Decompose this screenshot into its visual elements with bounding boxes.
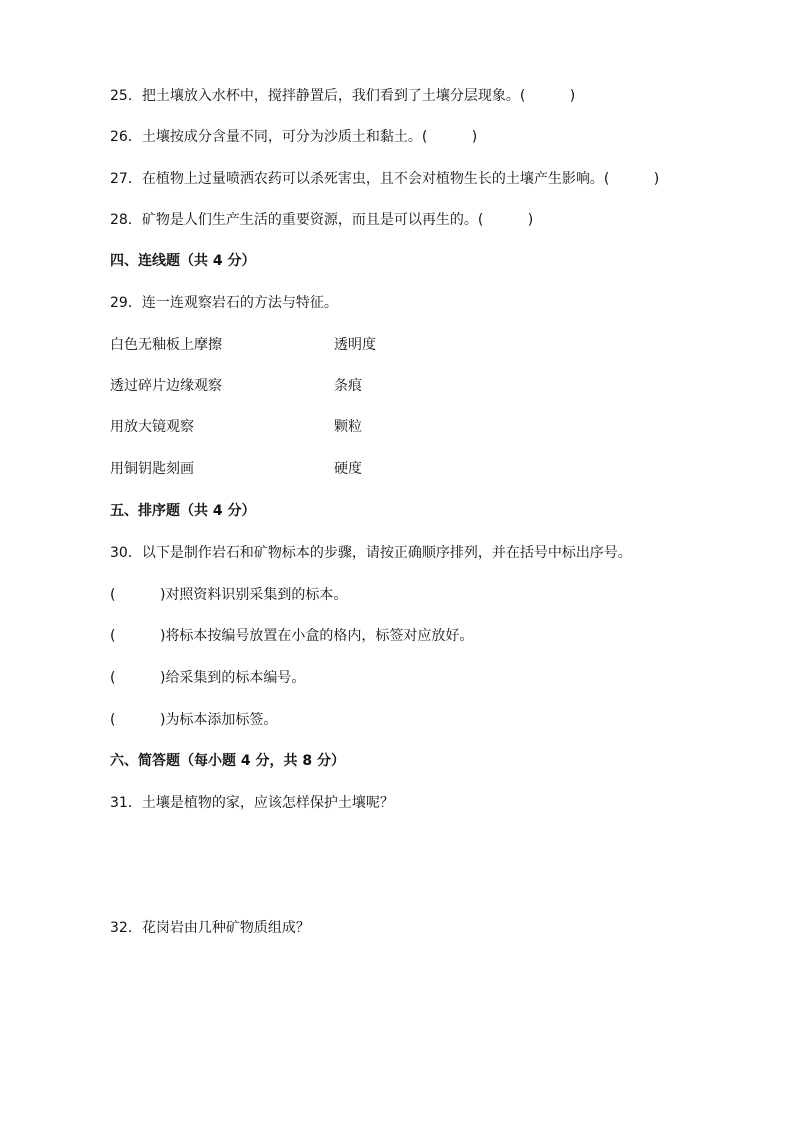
step-paren-1[interactable]: ( ): [110, 587, 166, 603]
answer-paren-28[interactable]: ( ): [477, 212, 534, 228]
section-6-heading: 六、简答题（每小题 4 分，共 8 分）: [110, 753, 345, 769]
step-item-3: [110, 669, 305, 687]
feature-item-2[interactable]: 条痕: [334, 378, 362, 394]
question-32: 32．花岗岩由几种矿物质组成？: [110, 920, 310, 936]
step-item-4: [110, 711, 277, 729]
question-30: 30．以下是制作岩石和矿物标本的步骤，请按正确顺序排列，并在括号中标出序号。: [110, 545, 632, 561]
method-item-3[interactable]: 用放大镜观察: [110, 419, 194, 435]
question-28: [110, 211, 533, 229]
step-item-1: [110, 586, 347, 604]
question-25: [110, 87, 575, 105]
question-27: [110, 170, 659, 188]
section-5-heading: 五、排序题（共 4 分）: [110, 503, 256, 519]
method-item-1[interactable]: 白色无釉板上摩擦: [110, 337, 222, 353]
question-26-text: 26．土壤按成分含量不同，可分为沙质土和黏土。: [110, 129, 422, 145]
answer-paren-27[interactable]: ( ): [603, 171, 660, 187]
question-25-text: 25．把土壤放入水杯中，搅拌静置后，我们看到了土壤分层现象。: [110, 88, 520, 104]
method-item-2[interactable]: 透过碎片边缘观察: [110, 378, 222, 394]
question-31: 31．土壤是植物的家，应该怎样保护土壤呢？: [110, 795, 394, 811]
feature-item-3[interactable]: 颗粒: [334, 419, 362, 435]
step-text-2: 将标本按编号放置在小盒的格内，标签对应放好。: [165, 628, 474, 644]
step-paren-2[interactable]: ( ): [110, 628, 166, 644]
step-paren-4[interactable]: ( ): [110, 712, 166, 728]
question-28-text: 28．矿物是人们生产生活的重要资源，而且是可以再生的。: [110, 212, 478, 228]
feature-item-4[interactable]: 硬度: [334, 461, 362, 477]
question-29: 29．连一连观察岩石的方法与特征。: [110, 295, 338, 311]
question-26: [110, 128, 477, 146]
answer-paren-26[interactable]: ( ): [421, 129, 478, 145]
step-item-2: [110, 627, 473, 645]
section-4-heading: 四、连线题（共 4 分）: [110, 253, 256, 269]
step-text-3: 给采集到的标本编号。: [165, 670, 306, 686]
step-paren-3[interactable]: ( ): [110, 670, 166, 686]
step-text-4: 为标本添加标签。: [165, 712, 278, 728]
step-text-1: 对照资料识别采集到的标本。: [165, 587, 348, 603]
question-27-text: 27．在植物上过量喷洒农药可以杀死害虫，且不会对植物生长的土壤产生影响。: [110, 171, 604, 187]
answer-paren-25[interactable]: ( ): [519, 88, 576, 104]
method-item-4[interactable]: 用铜钥匙刻画: [110, 461, 194, 477]
feature-item-1[interactable]: 透明度: [334, 337, 376, 353]
